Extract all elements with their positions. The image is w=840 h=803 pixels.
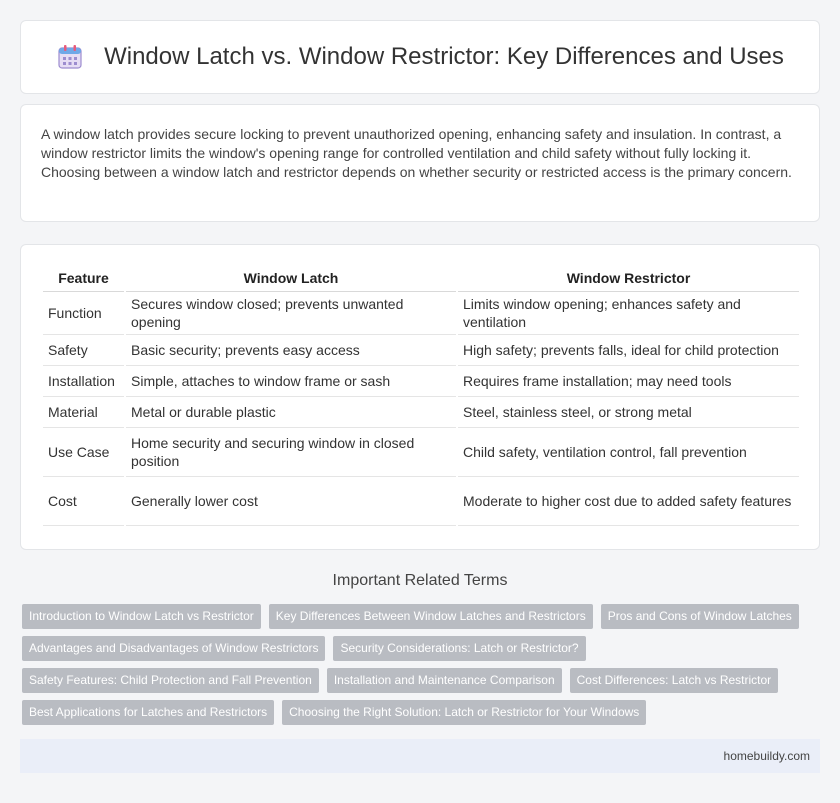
- column-header: Window Latch: [125, 265, 457, 291]
- page-title: Window Latch vs. Window Restrictor: Key Differences and Uses: [104, 43, 784, 70]
- table-row: [43, 427, 799, 476]
- table-cell: Installation: [43, 365, 125, 396]
- table-header-row: [43, 265, 799, 291]
- table-row: [43, 396, 799, 427]
- table-cell: Steel, stainless steel, or strong metal: [457, 396, 799, 427]
- table-row: [43, 334, 799, 365]
- column-header: Window Restrictor: [457, 265, 799, 291]
- table-cell: Home security and securing window in closed position: [125, 427, 457, 476]
- term-tag[interactable]: Best Applications for Latches and Restrictors: [22, 700, 274, 725]
- term-tag[interactable]: Choosing the Right Solution: Latch or Restrictor for Your Windows: [282, 700, 646, 725]
- related-terms-list: [22, 604, 822, 732]
- table-row: [43, 476, 799, 525]
- intro-section: [20, 104, 820, 222]
- term-tag[interactable]: Safety Features: Child Protection and Fall Prevention: [22, 668, 319, 693]
- footer-site-link[interactable]: homebuildy.com: [723, 749, 810, 763]
- term-tag[interactable]: Introduction to Window Latch vs Restrictor: [22, 604, 261, 629]
- table-cell: Simple, attaches to window frame or sash: [125, 365, 457, 396]
- related-terms-title: Important Related Terms: [332, 572, 508, 589]
- table-cell: Generally lower cost: [125, 476, 457, 525]
- column-header: Feature: [43, 265, 125, 291]
- table-cell: Metal or durable plastic: [125, 396, 457, 427]
- table-cell: Material: [43, 396, 125, 427]
- table-cell: Use Case: [43, 427, 125, 476]
- table-cell: Limits window opening; enhances safety and ventilation: [457, 291, 799, 334]
- table-cell: Basic security; prevents easy access: [125, 334, 457, 365]
- comparison-section: [20, 244, 820, 550]
- table-cell: Requires frame installation; may need tools: [457, 365, 799, 396]
- term-tag[interactable]: Pros and Cons of Window Latches: [601, 604, 799, 629]
- table-cell: High safety; prevents falls, ideal for child protection: [457, 334, 799, 365]
- table-cell: Function: [43, 291, 125, 334]
- table-cell: Moderate to higher cost due to added safety features: [457, 476, 799, 525]
- term-tag[interactable]: Key Differences Between Window Latches and Restrictors: [269, 604, 593, 629]
- term-tag[interactable]: Advantages and Disadvantages of Window Restrictors: [22, 636, 325, 661]
- comparison-table: [43, 265, 799, 526]
- table-cell: Cost: [43, 476, 125, 525]
- table-cell: Child safety, ventilation control, fall prevention: [457, 427, 799, 476]
- table-row: [43, 365, 799, 396]
- table-cell: Safety: [43, 334, 125, 365]
- page-header: [20, 20, 820, 94]
- calendar-icon: [56, 43, 84, 71]
- table-row: [43, 291, 799, 334]
- table-cell: Secures window closed; prevents unwanted opening: [125, 291, 457, 334]
- intro-text: A window latch provides secure locking to prevent unauthorized opening, enhancing safety and insulation. In contrast, a window restrictor limits the window's opening range for controlled ventilation and child safety without fully locking it. Choosing between a window latch and restrictor depends on whether security or restricted access is the primary concern.: [41, 126, 792, 180]
- term-tag[interactable]: Cost Differences: Latch vs Restrictor: [570, 668, 779, 693]
- term-tag[interactable]: Security Considerations: Latch or Restrictor?: [333, 636, 585, 661]
- footer: [20, 739, 820, 773]
- term-tag[interactable]: Installation and Maintenance Comparison: [327, 668, 562, 693]
